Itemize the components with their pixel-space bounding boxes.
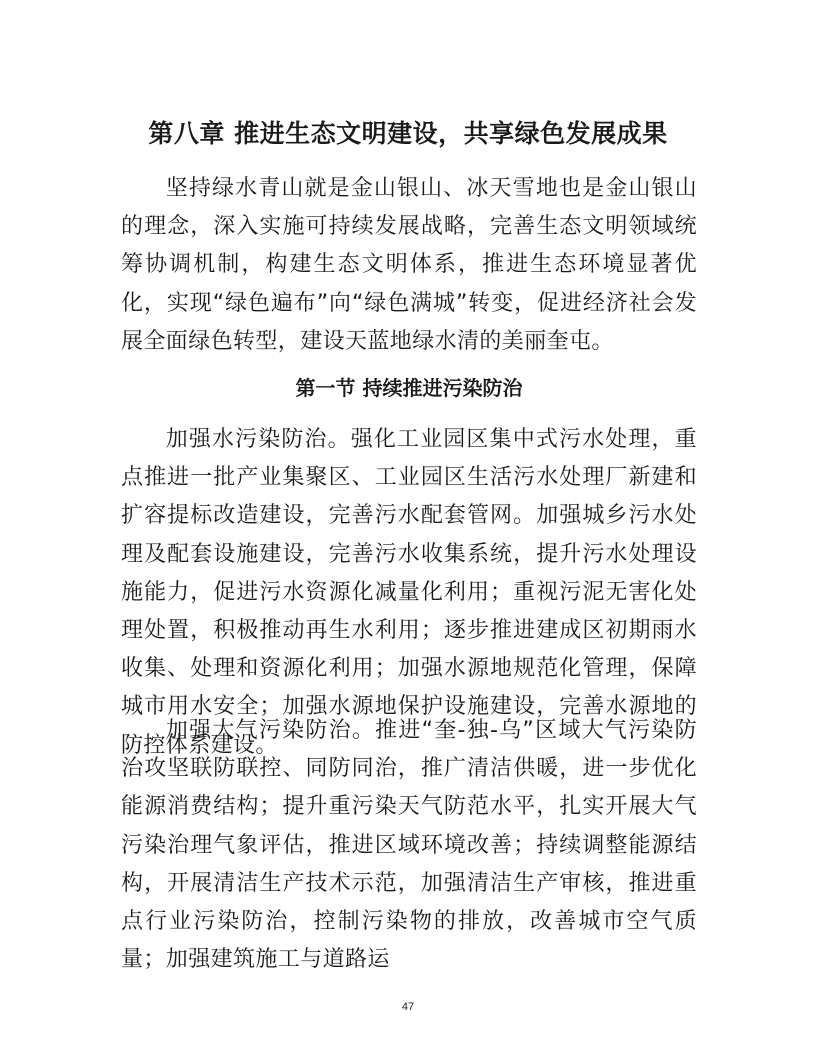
paragraph-text: 强化工业园区集中式污水处理，重点推进一批产业集聚区、工业园区生活污水处理厂新建和扩容提标改造建设，完善污水配套管网。加强城乡污水处理及配套设施建设，完善污水收集系统，提升污水处理设施能力，促进污水资源化减量化利用；重视污泥无害化处理处置，积极推动再生水利用；逐步推进建成区初期雨水收集、处理和资源化利用；加强水源地规范化管理，保障城市用水安全；加强水源地保护设施建设，完善水源地的防控体系建设。 [121,427,697,758]
paragraph-text: 推进“奎-独-乌”区域大气污染防治攻坚联防联控、同防同治，推广清洁供暖，进一步优化能源消费结构；提升重污染天气防范水平，扎实开展大气污染治理气象评估，推进区域环境改善；持续调整能源结构，开展清洁生产技术示范，加强清洁生产审核，推进重点行业污染防治，控制污染物的排放，改善城市空气质量；加强建筑施工与道路运 [121,718,698,973]
chapter-title: 第八章 推进生态文明建设，共享绿色发展成果 [148,119,668,148]
chapter-intro-text: 坚持绿水青山就是金山银山、冰天雪地也是金山银山的理念，深入实施可持续发展战略，完善生态文明领域统筹协调机制，构建生态文明体系，推进生态环境显著优化，实现“绿色遍布”向“绿色满城”转变，促进经济社会发展全面绿色转型，建设天蓝地绿水清的美丽奎屯。 [121,176,697,354]
paragraph-lead: 加强水污染防治。 [165,427,351,452]
chapter-intro-paragraph [121,170,697,361]
page-number: 47 [401,1001,415,1013]
section-title: 第一节 持续推进污染防治 [295,376,523,400]
air-pollution-paragraph [121,712,697,979]
paragraph-lead: 加强大气污染防治。 [165,718,376,743]
